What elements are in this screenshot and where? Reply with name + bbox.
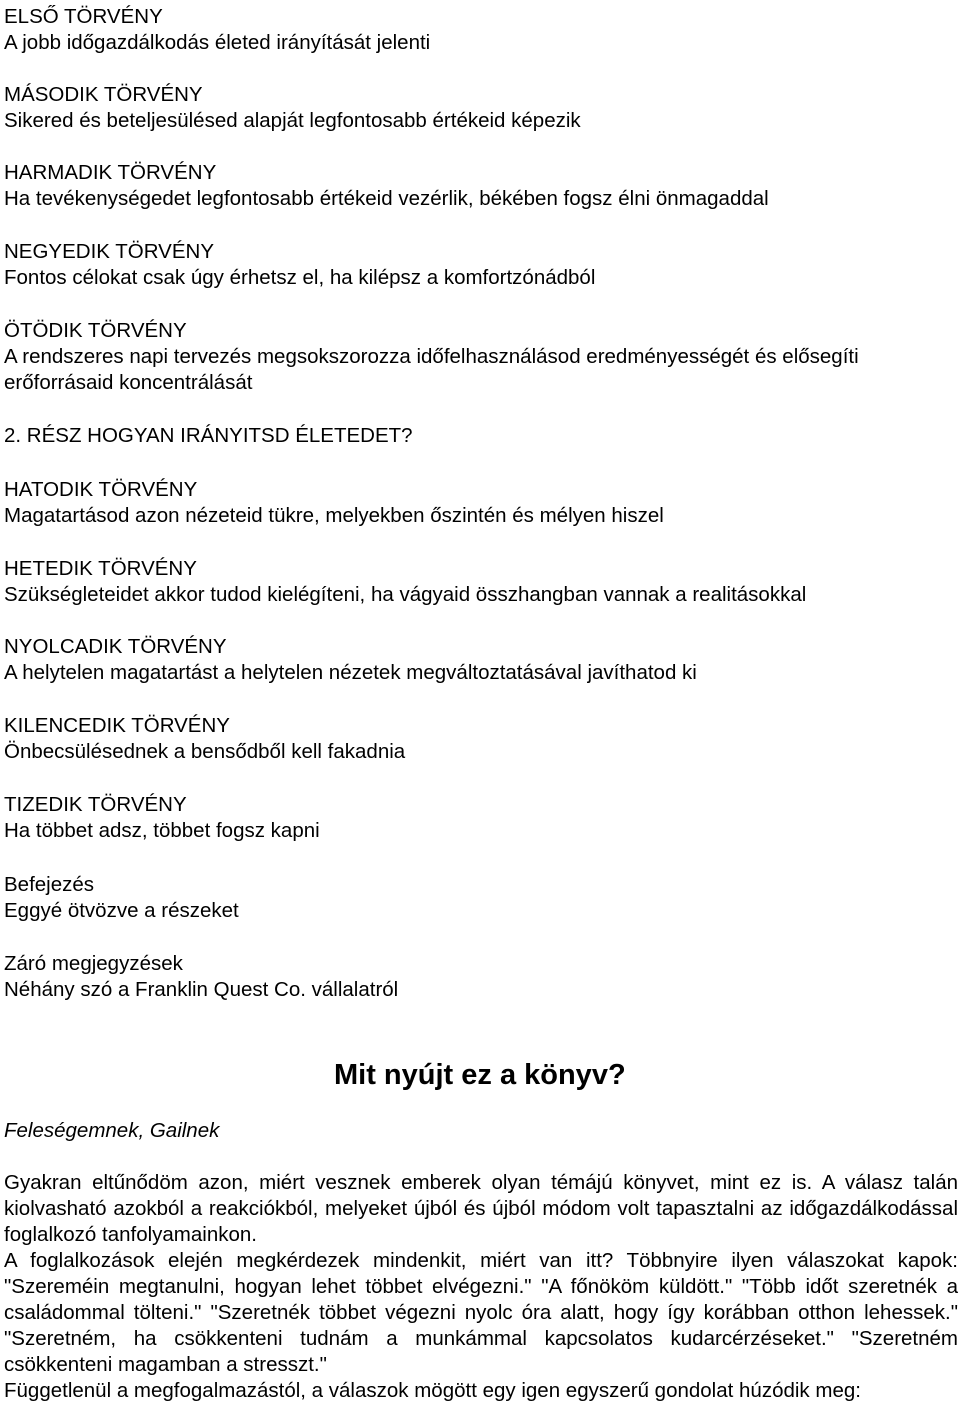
law-6 [4,477,664,529]
conclusion [4,872,239,924]
law-title: NYOLCADIK TÖRVÉNY [4,635,227,658]
law-text: Önbecsülésednek a bensődből kell fakadnia [4,740,406,763]
law-title: Záró megjegyzések [4,952,183,975]
paragraph: A foglalkozások elején megkérdezek mindenkit, miért van itt? Többnyire ilyen válaszokat kapok: "Szereméin megtanulni, hogyan lehet többet elvégezni." "A főnököm küldött." "Több időt szeretnék a családommal tölteni." "Szeretnék többet végezni nyolc óra alatt, hogy így korábban otthon lehessek." "Szeretném, ha csökkenteni tudnám a munkámmal kapcsolatos kudarcérzéseket." "Szeretném csökkenteni magamban a stresszt." [4,1249,958,1376]
law-10 [4,792,320,844]
law-text: A rendszeres napi tervezés megsokszorozza időfelhasználásod eredményességét és elősegíti erőforrásaid koncentrálását [4,345,859,394]
law-7 [4,556,806,608]
law-text: Magatartásod azon nézeteid tükre, melyekben őszintén és mélyen hiszel [4,504,664,527]
law-text: Néhány szó a Franklin Quest Co. vállalatról [4,978,399,1001]
law-4 [4,239,595,291]
paragraph: Függetlenül a megfogalmazástól, a válaszok mögött egy igen egyszerű gondolat húzódik meg: [4,1379,861,1402]
closing-notes [4,951,398,1003]
intro-text [4,1170,958,1404]
dedication: Feleségemnek, Gailnek [4,1119,220,1142]
law-text: Szükségleteidet akkor tudod kielégíteni, ha vágyaid összhangban vannak a realitásokkal [4,583,807,606]
law-text: A helytelen magatartást a helytelen nézetek megváltoztatásával javíthatod ki [4,661,697,684]
law-title: KILENCEDIK TÖRVÉNY [4,714,230,737]
law-title: Befejezés [4,873,95,896]
law-text: A jobb időgazdálkodás életed irányítását jelenti [4,31,431,54]
section-heading: Mit nyújt ez a könyv? [334,1059,626,1091]
law-title: ÖTÖDIK TÖRVÉNY [4,319,187,342]
law-8 [4,634,697,686]
law-title: MÁSODIK TÖRVÉNY [4,83,203,106]
law-9 [4,713,405,765]
law-title: NEGYEDIK TÖRVÉNY [4,240,214,263]
law-text: Ha többet adsz, többet fogsz kapni [4,819,320,842]
law-text: Sikered és beteljesülésed alapját legfontosabb értékeid képezik [4,109,581,132]
law-2 [4,82,581,134]
law-text: Fontos célokat csak úgy érhetsz el, ha kilépsz a komfortzónádból [4,266,596,289]
law-title: TIZEDIK TÖRVÉNY [4,793,187,816]
law-title: HETEDIK TÖRVÉNY [4,557,197,580]
law-text: Ha tevékenységedet legfontosabb értékeid vezérlik, békében fogsz élni önmagaddal [4,187,769,210]
law-title: ELSŐ TÖRVÉNY [4,5,163,28]
law-5 [4,318,864,396]
paragraph: Gyakran eltűnődöm azon, miért vesznek emberek olyan témájú könyvet, mint ez is. A válasz talán kiolvasható azokból a reakciókból, melyeket újból és újból módom volt tapasztalni az időgazdálkodással foglalkozó tanfolyamainkon. [4,1171,958,1246]
law-text: Eggyé ötvözve a részeket [4,899,239,922]
law-title: HARMADIK TÖRVÉNY [4,161,217,184]
part-heading: 2. RÉSZ HOGYAN IRÁNYITSD ÉLETEDET? [4,424,413,447]
law-title: HATODIK TÖRVÉNY [4,478,198,501]
law-1 [4,4,430,56]
law-3 [4,160,769,212]
